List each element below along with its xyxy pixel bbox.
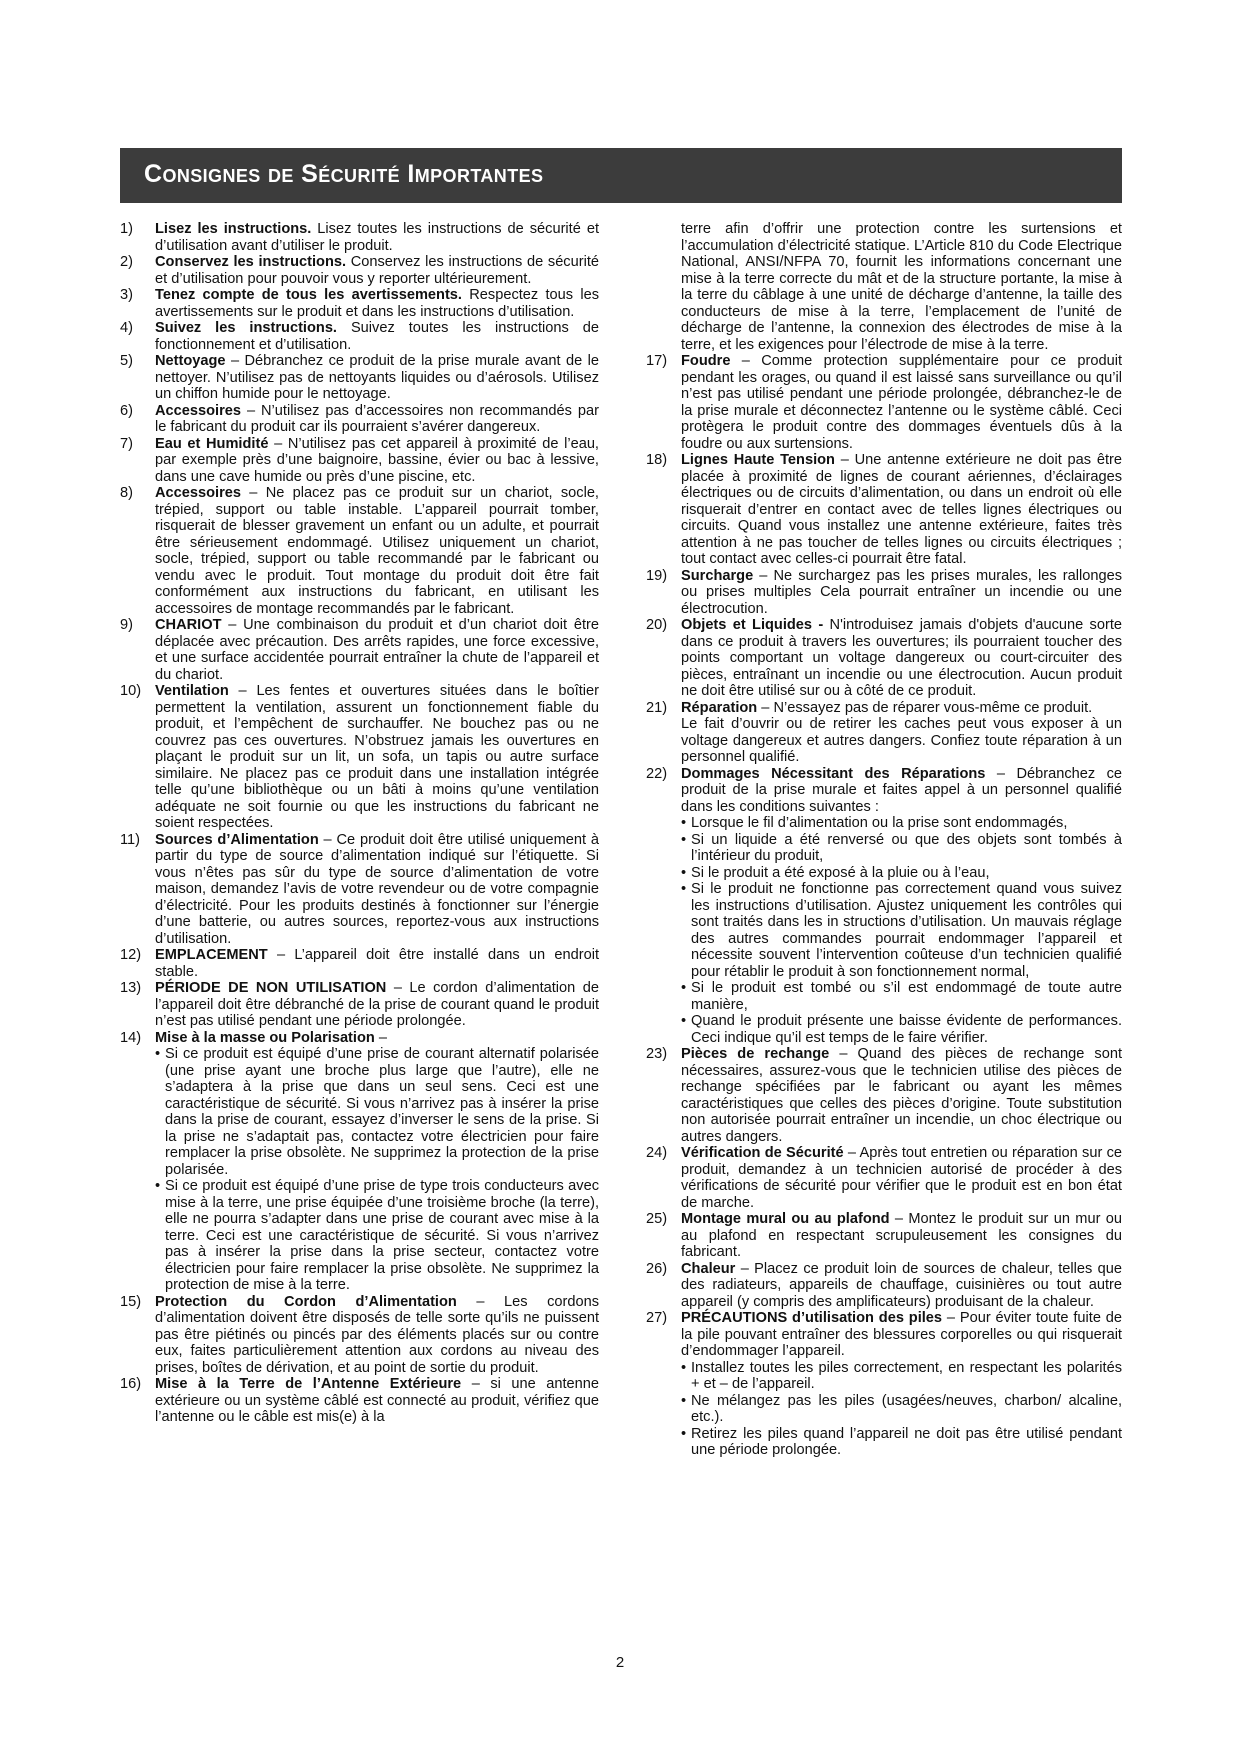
item-text: – Une antenne extérieure ne doit pas être placée à proximité de lignes de courant aériennes, d’éclairages électriques ou de circuits d’alimentation, ou dans un endroit où elle risquerait d’entrer en contact avec de telles lignes électriques ou circuits. Quand vous installez une antenne extérieure, faites très attention à ne pas toucher de telles lignes ou circuits électriques ; tout contact avec celles-ci pourrait être fatal. [681, 452, 1122, 567]
bullet-item [120, 1178, 599, 1294]
bullet-item [646, 815, 1122, 832]
bullet-icon: • [681, 831, 687, 848]
item-title: Protection du Cordon d’Alimentation [155, 1293, 457, 1310]
bullet-text: Retirez les piles quand l’appareil ne doit pas être utilisé pendant une période prolongée. [691, 1425, 1122, 1458]
item-text: N'introduisez jamais d'objets d'aucune sorte dans ce produit à travers les ouvertures; ils pourraient toucher des points comportant un voltage dangereux ou court-circuiter des pièces, entraînant un incendie ou une électrocution. Aucun produit ne doit être utilisé sur ou à côté de ce produit. [681, 617, 1122, 699]
list-item [120, 832, 599, 948]
bullet-text: Installez toutes les piles correctement, en respectant les polarités + et – de l’appareil. [691, 1359, 1122, 1392]
list-item [646, 1145, 1122, 1211]
bullet-text: Si ce produit est équipé d’une prise de courant alternatif polarisée (une prise ayant une broche plus large que l’autre), elle ne s’adaptera à la prise que dans un seul sens. Ceci est une caractéristique de sécurité. Si vous n’arrivez pas à insérer la prise dans la prise de courant, essayez d’inverser le sens de la prise. Si la prise ne s’adaptait pas, contactez votre électricien pour faire remplacer la prise obsolète. Ne supprimez la protection de la prise polarisée. [165, 1046, 599, 1178]
item-title: Sources d’Alimentation [155, 831, 319, 848]
item-title: Lisez les instructions. [155, 221, 312, 237]
bullet-text: Si un liquide a été renversé ou que des objets sont tombés à l’intérieur du produit, [691, 831, 1122, 864]
item-text: – N’essayez pas de réparer vous-même ce produit. [757, 699, 1093, 716]
list-item [120, 287, 599, 320]
item-text: – Montez le produit sur un mur ou au plafond en respectant scrupuleusement les consignes du fabricant. [681, 1211, 1122, 1260]
list-item [646, 353, 1122, 452]
bullet-icon: • [681, 864, 687, 881]
list-item [646, 568, 1122, 618]
item-text: – Quand des pièces de rechange sont nécessaires, assurez-vous que le technicien utilise des pièces de rechange spécifiées par le fabricant ou ayant les mêmes caractéristiques que celles des pièces d’origine. Toute substitution non autorisée pourrait entraîner un incendie, un choc électrique ou autres dangers. [681, 1046, 1122, 1145]
item-number: 18) [646, 452, 668, 468]
list-item [120, 617, 599, 683]
item-title: Accessoires [155, 402, 242, 419]
item-text: Suivez toutes les instructions de fonctionnement et d’utilisation. [155, 320, 600, 353]
item-text: Conservez les instructions de sécurité et d’utilisation pour pouvoir vous y reporter ultérieurement. [155, 254, 599, 287]
bullet-icon: • [681, 1392, 687, 1409]
item-text: – Les cordons d’alimentation doivent être disposés de telle sorte qu’ils ne puissent pas être piétinés ou pincés par des éléments placés sur ou contre eux, faites particulièrement attention aux cordons au niveau des prises, boîtes de dérivation, et au point de sortie du produit. [155, 1293, 599, 1376]
item-text: – Ne placez pas ce produit sur un chariot, socle, trépied, support ou table instable. L’appareil pourrait tomber, risquerait de blesser gravement un enfant ou un adulte, et pourrait être sérieusement endommagé. Utilisez uniquement un chariot, socle, trépied, support ou table recommandé par le fabricant ou vendu avec le produit. Tout montage du produit doit être fait conformément aux instructions du fabricant, en utilisant les accessoires de montage recommandés par le fabricant. [155, 485, 599, 617]
item-text: Lisez toutes les instructions de sécurité et d’utilisation avant d’utiliser le produit. [155, 221, 599, 254]
item-number: 23) [646, 1046, 668, 1062]
bullet-icon: • [155, 1046, 161, 1062]
section-header-banner [120, 148, 1122, 203]
item-text: – [374, 1029, 387, 1046]
bullet-text: Quand le produit présente une baisse évidente de performances. Ceci indique qu’il est temps de le faire vérifier. [691, 1013, 1122, 1046]
item-number: 8) [120, 485, 133, 501]
bullet-icon: • [681, 1359, 687, 1376]
item-number: 17) [646, 353, 668, 369]
item-title: EMPLACEMENT [155, 947, 268, 963]
list-item [120, 1294, 599, 1377]
item-text: – Pour éviter toute fuite de la pile pouvant entraîner des blessures corporelles ou qui risquerait d’endommager l’appareil. [681, 1310, 1123, 1359]
item-number: 5) [120, 353, 133, 369]
list-item [120, 436, 599, 486]
item-title: Nettoyage [155, 353, 226, 369]
item-title: Suivez les instructions. [155, 320, 337, 336]
bullet-item [646, 1360, 1122, 1393]
item-extra-text: Le fait d’ouvrir ou de retirer les caches peut vous exposer à un voltage dangereux et autres dangers. Confiez toute réparation à un personnel qualifié. [681, 716, 1122, 765]
item-title: Pièces de rechange [681, 1046, 830, 1062]
list-item [120, 1376, 599, 1426]
bullet-text: Si le produit ne fonctionne pas correctement quand vous suivez les instructions d’utilisation. Ajustez uniquement les contrôles qui sont traités dans les in structions d’utilisation. Un mauvais réglage des autres commandes pourrait endommager l’appareil et nécessite souvent l’intervention coûteuse d’un technicien qualifié pour rétablir le produit à son fonctionnement normal, [691, 881, 1122, 980]
list-item [120, 403, 599, 436]
item-number: 16) [120, 1376, 142, 1392]
item-text: – N’utilisez pas d’accessoires non recommandés par le fabricant du produit car ils pourraient s’avérer dangereux. [155, 402, 599, 435]
list-item [120, 485, 599, 617]
item-number: 22) [646, 765, 668, 782]
bullet-item [646, 1013, 1122, 1046]
item-text: – Les fentes et ouvertures situées dans le boîtier permettent la ventilation, assurent un fonctionnement fiable du produit, et l’empêchent de surchauffer. Ne bouchez pas ou ne couvrez pas ces ouvertures. N’obstruez jamais les ouvertures en plaçant le produit sur un lit, un sofa, un tapis ou autre surface similaire. Ne placez pas ce produit dans une installation intégrée telle qu’une bibliothèque ou un bâti à moins qu’une ventilation adéquate ne soit fournie ou que les instructions du fabricant ne soient respectées. [155, 683, 599, 831]
item-number: 7) [120, 435, 133, 452]
item-title: Objets et Liquides - [681, 617, 824, 633]
item-text: – Une combinaison du produit et d’un chariot doit être déplacée avec précaution. Des arrêts rapides, une force excessive, et une surface accidentée pourrait entraîner la chute de l’appareil et du chariot. [155, 617, 599, 683]
item-text: Respectez tous les avertissements sur le produit et dans les instructions d’utilisation. [155, 287, 599, 320]
item-title: Surcharge [681, 567, 754, 584]
item-title: Mise à la Terre de l’Antenne Extérieure [155, 1376, 462, 1392]
continuation-text: terre afin d’offrir une protection contre les surtensions et l’accumulation d’électricité statique. L’Article 810 du Code Electrique National, ANSI/NFPA 70, fournit les informations concernant une mise à la terre correcte du mât et de la structure portante, la mise à la terre du câblage à une unité de décharge d’antenne, la taille des conducteurs de mise à la terre, l’emplacement de l’unité de décharge de l’antenne, la connexion des électrodes de mise à la terre, et les exigences pour l’électrode de mise à la terre. [681, 221, 1122, 353]
bullet-item [646, 832, 1122, 865]
bullet-item [646, 980, 1122, 1013]
bullet-item [646, 865, 1122, 882]
item-number: 26) [646, 1260, 668, 1277]
bullet-item [646, 881, 1122, 980]
list-item [646, 1046, 1122, 1145]
list-item [120, 947, 599, 980]
item-title: CHARIOT [155, 617, 222, 633]
bullet-item [120, 1046, 599, 1178]
item-text: – Placez ce produit loin de sources de chaleur, telles que des radiateurs, appareils de chauffage, cuisinières ou tout autre appareil (y compris des amplificateurs) produisant de la chaleur. [681, 1260, 1122, 1310]
list-item [120, 980, 599, 1030]
bullet-text: Lorsque le fil d’alimentation ou la prise sont endommagés, [691, 815, 1068, 831]
item-text: – Le cordon d’alimentation de l’appareil doit être débranché de la prise de courant quand le produit n’est pas utilisé pendant une période prolongée. [155, 980, 599, 1029]
item-number: 14) [120, 1029, 142, 1046]
list-item [120, 320, 599, 353]
bullet-icon: • [681, 980, 687, 996]
item-number: 10) [120, 683, 142, 699]
page-number: 2 [615, 1654, 625, 1671]
item-text: – Ne surchargez pas les prises murales, les rallonges ou prises multiples Cela pourrait entraîner un incendie ou une électrocution. [681, 567, 1122, 617]
item-number: 6) [120, 402, 133, 419]
list-item [120, 1030, 599, 1047]
item-number: 4) [120, 320, 133, 336]
item-number: 12) [120, 947, 142, 963]
bullet-icon: • [681, 815, 687, 831]
list-item [646, 1261, 1122, 1311]
item-text: – si une antenne extérieure ou un système câblé est connecté au produit, vérifiez que l’antenne ou le câble est mis(e) à la [155, 1376, 599, 1425]
bullet-item [646, 1426, 1122, 1459]
item-number: 1) [120, 221, 133, 237]
bullet-icon: • [681, 881, 687, 897]
item-number: 21) [646, 699, 668, 716]
item-title: Vérification de Sécurité [681, 1145, 844, 1161]
list-item [120, 254, 599, 287]
item-text: – Ce produit doit être utilisé uniquement à partir du type de source d’alimentation indiqué sur l’étiquette. Si vous n’êtes pas sûr du type de source d’alimentation de votre maison, demandez l’avis de votre revendeur ou de votre compagnie d’électricité. Pour les produits destinés à fonctionner sur l’énergie d’une batterie, ou autres sources, reportez-vous aux instructions d’utilisation. [155, 831, 599, 947]
item-title: Conservez les instructions. [155, 254, 347, 270]
list-item [646, 617, 1122, 700]
item-number: 15) [120, 1293, 142, 1310]
item-number: 3) [120, 287, 133, 303]
bullet-text: Si le produit a été exposé à la pluie ou à l’eau, [691, 864, 990, 881]
item-number: 20) [646, 617, 668, 633]
item-number: 2) [120, 254, 133, 270]
item-text: – Débranchez ce produit de la prise murale et faites appel à un personnel qualifié dans les conditions suivantes : [681, 765, 1123, 815]
item-number: 9) [120, 617, 133, 633]
list-item [646, 700, 1122, 717]
bullet-icon: • [155, 1178, 161, 1194]
bullet-icon: • [681, 1013, 687, 1029]
list-item [646, 766, 1122, 816]
list-item [120, 221, 599, 254]
item-text: – N’utilisez pas cet appareil à proximité de l’eau, par exemple près d’une baignoire, bassine, évier ou bac à lessive, dans une cave humide ou près d’une piscine, etc. [155, 435, 599, 485]
right-column [646, 221, 1122, 1459]
item-number: 25) [646, 1211, 668, 1227]
item-title: Accessoires [155, 485, 242, 501]
item-title: Tenez compte de tous les avertissements. [155, 287, 462, 303]
item-title: Foudre [681, 353, 731, 369]
bullet-item [646, 1393, 1122, 1426]
item-text: – Débranchez ce produit de la prise murale avant de le nettoyer. N’utilisez pas de nettoyants liquides ou d’aérosols. Utilisez un chiffon humide pour le nettoyage. [155, 353, 599, 402]
item-title: Chaleur [681, 1260, 736, 1277]
bullet-text: Si ce produit est équipé d’une prise de type trois conducteurs avec mise à la terre, une prise équipée d’une troisième broche (la terre), elle ne pourra s’adapter dans une prise de courant avec mise à la terre. Ceci est une caractéristique de sécurité. Si vous n’arrivez pas à insérer la prise dans la prise secteur, contactez votre électricien pour faire remplacer la prise obsolète. Ne supprimez la protection de mise à la terre. [165, 1178, 599, 1293]
item-number: 11) [120, 831, 141, 848]
list-item [120, 353, 599, 403]
item-title: Réparation [681, 699, 758, 716]
item-title: Eau et Humidité [155, 435, 269, 452]
list-item [120, 683, 599, 832]
bullet-icon: • [681, 1425, 687, 1442]
item-title: Montage mural ou au plafond [681, 1211, 890, 1227]
item-title: Lignes Haute Tension [681, 452, 835, 468]
item-title: PRÉCAUTIONS d’utilisation des piles [681, 1310, 943, 1326]
bullet-text: Ne mélangez pas les piles (usagées/neuves, charbon/ alcaline, etc.). [691, 1392, 1122, 1425]
item-title: PÉRIODE DE NON UTILISATION [155, 980, 387, 996]
page-title: Consignes de Sécurité Importantes [144, 160, 544, 188]
item-number: 24) [646, 1145, 668, 1161]
bullet-text: Si le produit est tombé ou s’il est endommagé de toute autre manière, [691, 980, 1122, 1013]
item-title: Ventilation [155, 683, 229, 699]
left-column [120, 221, 599, 1426]
item-text: – Comme protection supplémentaire pour ce produit pendant les orages, ou quand il est laissé sans surveillance ou qu’il n’est pas utilisé pendant une période prolongée, débranchez-le de la prise murale et déconnectez l’antenne ou le système câblé. Ceci protègera le produit contre des dommages éventuels dûs à la foudre ou aux surtensions. [681, 353, 1122, 452]
item-text: – L’appareil doit être installé dans un endroit stable. [155, 947, 599, 980]
item-number: 19) [646, 567, 668, 584]
item-title: Mise à la masse ou Polarisation [155, 1029, 375, 1046]
list-item [646, 1310, 1122, 1360]
list-item [646, 452, 1122, 568]
item-title: Dommages Nécessitant des Réparations [681, 765, 986, 782]
item-number: 13) [120, 980, 142, 996]
list-item [646, 1211, 1122, 1261]
item-text: – Après tout entretien ou réparation sur ce produit, demandez à un technicien autorisé de procéder à des vérifications de sécurité pour vérifier que le produit est en bon état de marche. [681, 1145, 1122, 1211]
item-number: 27) [646, 1310, 668, 1326]
